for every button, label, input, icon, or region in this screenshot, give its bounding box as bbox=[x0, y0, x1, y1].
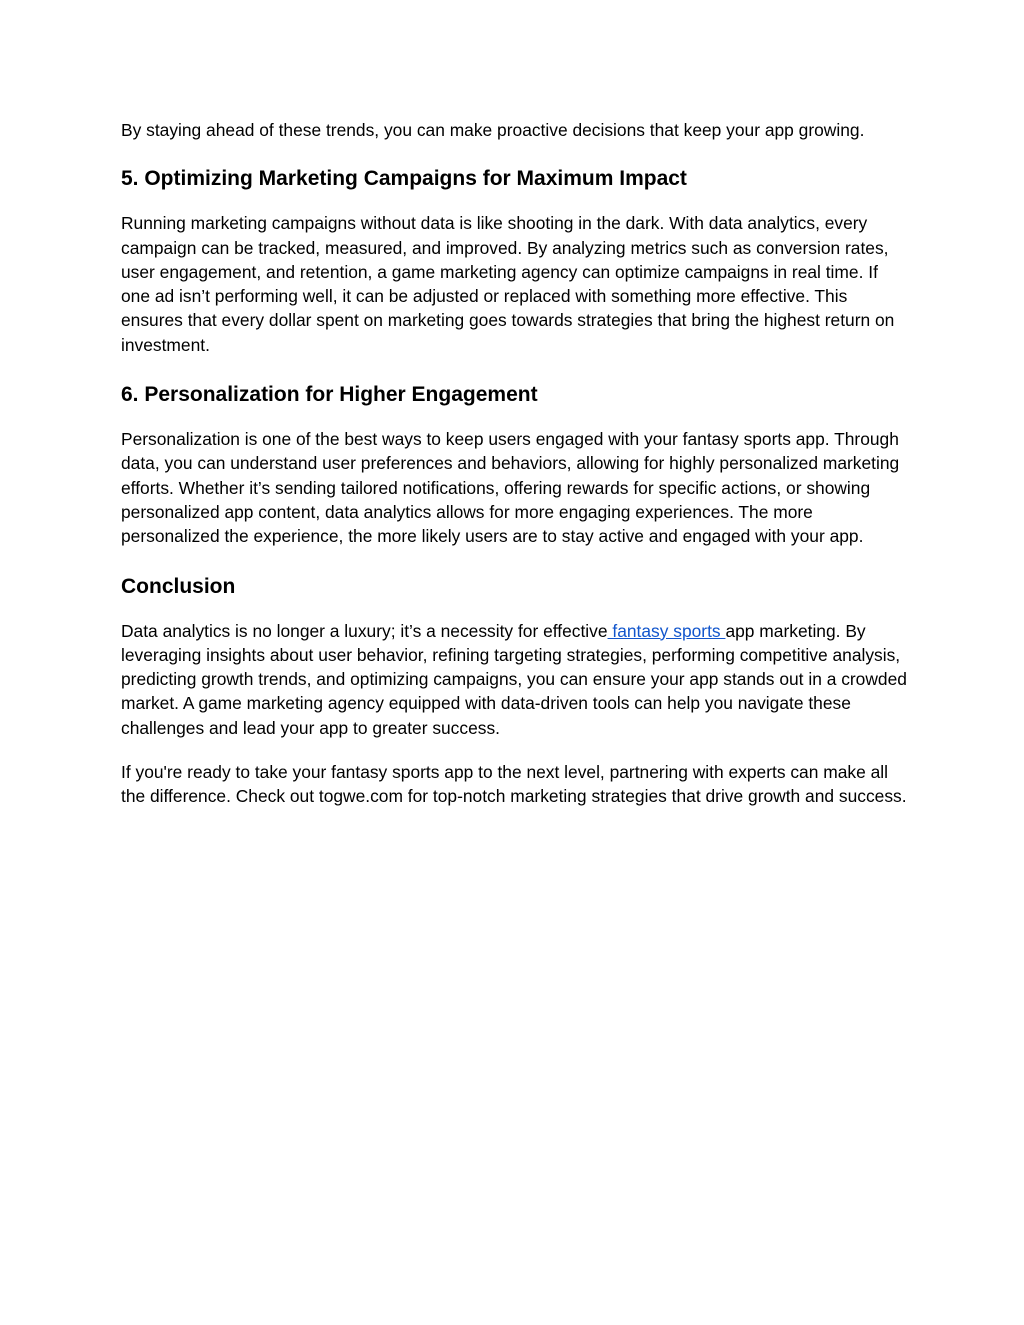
conclusion-paragraph-2: If you're ready to take your fantasy sports app to the next level, partnering with experts can make all the difference. Check out togwe.com for top-notch marketing strategies that drive growth and success. bbox=[121, 762, 907, 807]
section-6-paragraph: Personalization is one of the best ways to keep users engaged with your fantasy sports app. Through data, you can understand user preferences and behaviors, allowing for highly personalized marketing efforts. Whether it’s sending tailored notifications, offering rewards for specific actions, or showing personalized app content, data analytics allows for more engaging experiences. The more personalized the experience, the more likely users are to stay active and engaged with your app. bbox=[121, 429, 900, 547]
conclusion-heading: Conclusion bbox=[121, 574, 236, 598]
intro-paragraph: By staying ahead of these trends, you can make proactive decisions that keep your app growing. bbox=[121, 120, 865, 140]
conclusion-paragraph-1 bbox=[121, 619, 911, 740]
section-5-heading: 5. Optimizing Marketing Campaigns for Maximum Impact bbox=[121, 167, 687, 191]
conclusion-text-before-link: Data analytics is no longer a luxury; it’s a necessity for effective bbox=[121, 620, 608, 641]
conclusion-text-after-link: app marketing. By leveraging insights about user behavior, refining targeting strategies, performing competitive analysis, predicting growth trends, and optimizing campaigns, you can ensure your app stands out in a crowded market. A game marketing agency equipped with data-driven tools can help you navigate these challenges and lead your app to greater success. bbox=[121, 620, 907, 738]
section-5-paragraph: Running marketing campaigns without data is like shooting in the dark. With data analytics, every campaign can be tracked, measured, and improved. By analyzing metrics such as conversion rates, user engagement, and retention, a game marketing agency can optimize campaigns in real time. If one ad isn’t performing well, it can be adjusted or replaced with something more effective. This ensures that every dollar spent on marketing goes towards strategies that bring the highest return on investment. bbox=[121, 213, 895, 355]
document-page bbox=[121, 118, 911, 809]
section-6-heading: 6. Personalization for Higher Engagement bbox=[121, 383, 538, 407]
fantasy-sports-link[interactable]: fantasy sports bbox=[607, 620, 726, 641]
